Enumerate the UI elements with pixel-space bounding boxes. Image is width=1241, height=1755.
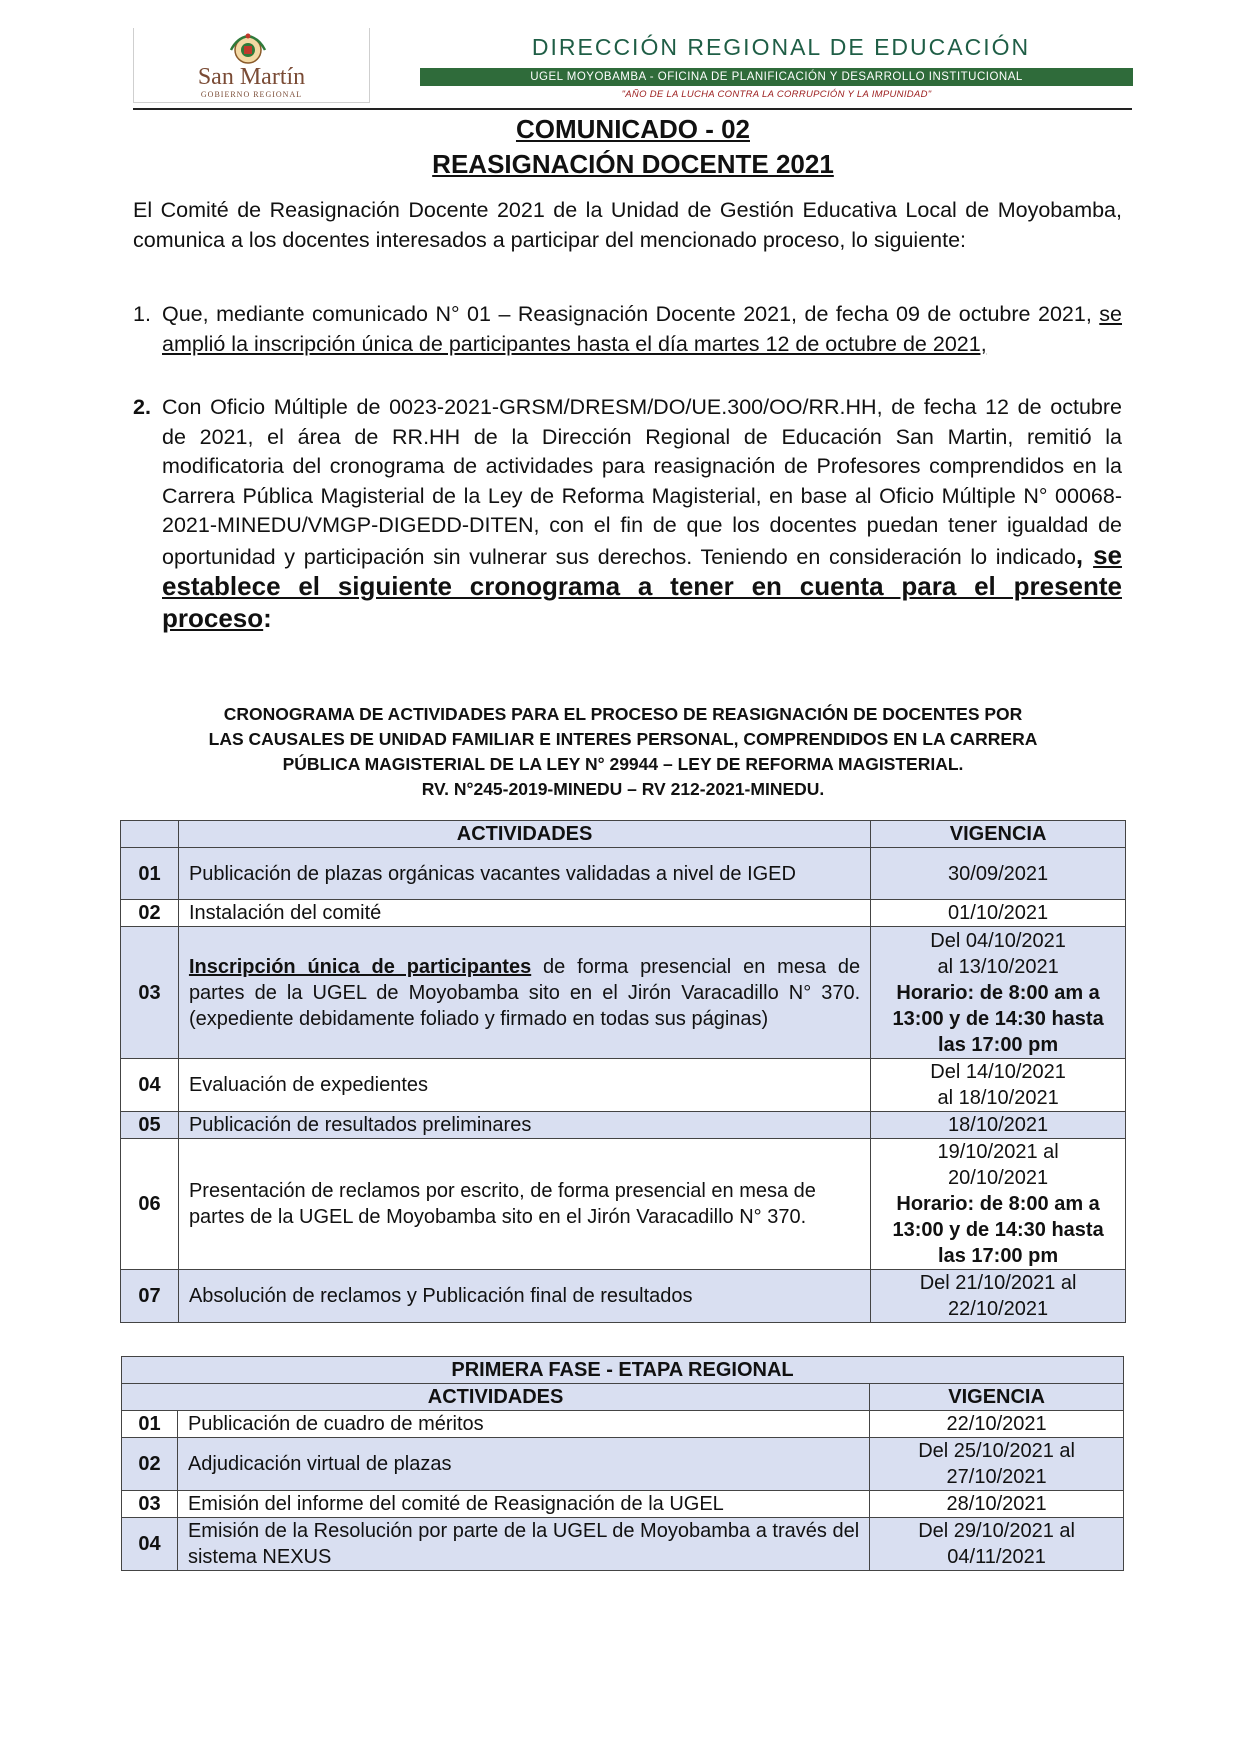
header-validity: VIGENCIA (871, 821, 1126, 848)
point-1-underlined: se amplió la inscripción única de participantes hasta el día martes 12 de octubre de 2021, (162, 302, 1122, 356)
table-title-row (122, 1357, 1124, 1384)
header-validity: VIGENCIA (870, 1384, 1124, 1411)
row-date-end: al 13/10/2021 (937, 955, 1059, 978)
schedule-title-line: CRONOGRAMA DE ACTIVIDADES PARA EL PROCESO DE REASIGNACIÓN DE DOCENTES POR (223, 704, 1023, 724)
point-1 (133, 300, 1122, 359)
row-date: 28/10/2021 (870, 1491, 1124, 1518)
row-date-start: Del 04/10/2021 (930, 929, 1066, 952)
row-date-start: 19/10/2021 al (937, 1141, 1059, 1163)
schedule-title (120, 702, 1126, 802)
row-number: 04 (122, 1518, 178, 1571)
row-date-start: Del 14/10/2021 (930, 1061, 1066, 1083)
row-activity: Emisión de la Resolución por parte de la UGEL de Moyobamba a través del sistema NEXUS (177, 1518, 869, 1571)
row-date-end: al 18/10/2021 (937, 1087, 1059, 1109)
san-martin-logo (133, 28, 370, 103)
row-date: 01/10/2021 (871, 900, 1126, 927)
intro-paragraph: El Comité de Reasignación Docente 2021 de la Unidad de Gestión Educativa Local de Moyobamba, comunica a los docentes interesados a participar del mencionado proceso, lo siguiente: (133, 198, 1122, 252)
row-date-start: Del 21/10/2021 al (919, 1272, 1077, 1294)
table-row (122, 1518, 1124, 1571)
table-header-row (121, 821, 1126, 848)
row-schedule: Horario: de 8:00 am a 13:00 y de 14:30 hasta las 17:00 pm (892, 981, 1104, 1056)
institution-name: DIRECCIÓN REGIONAL DE EDUCACIÓN (531, 34, 1031, 60)
row-schedule: Horario: de 8:00 am a 13:00 y de 14:30 hasta las 17:00 pm (892, 1193, 1104, 1267)
table-row (121, 1270, 1126, 1323)
point-1-text: Que, mediante comunicado N° 01 – Reasignación Docente 2021, de fecha 09 de octubre 2021, (162, 302, 1100, 326)
header-number (121, 821, 179, 848)
table-row (121, 1059, 1126, 1112)
row-date-start: Del 29/10/2021 al (918, 1520, 1075, 1542)
schedule-table (120, 820, 1126, 1323)
schedule-title-line: RV. N°245-2019-MINEDU – RV 212-2021-MINEDU. (421, 779, 825, 799)
header-activities: ACTIVIDADES (178, 821, 870, 848)
table-row (122, 1411, 1124, 1438)
row-date: 30/09/2021 (871, 848, 1126, 900)
row-date (870, 1518, 1124, 1571)
row-number: 03 (122, 1491, 178, 1518)
schedule-title-line: LAS CAUSALES DE UNIDAD FAMILIAR E INTERES PERSONAL, COMPRENDIDOS EN LA CARRERA (208, 729, 1038, 749)
table-row (121, 927, 1126, 1059)
row-date-end: 20/10/2021 (948, 1167, 1049, 1189)
row-activity: Publicación de plazas orgánicas vacantes validadas a nivel de IGED (178, 848, 870, 900)
document-title: COMUNICADO - 02 (515, 114, 750, 144)
year-motto: "AÑO DE LA LUCHA CONTRA LA CORRUPCIÓN Y LA IMPUNIDAD" (621, 89, 932, 100)
row-activity: Publicación de resultados preliminares (178, 1112, 870, 1139)
row-date: 18/10/2021 (871, 1112, 1126, 1139)
letterhead (133, 28, 1133, 108)
row-activity (178, 927, 870, 1059)
point-2-emphasis: se establece el siguiente cronograma a tener en cuenta para el presente proceso (162, 539, 1122, 633)
row-date-end: 27/10/2021 (946, 1466, 1047, 1488)
row-date-start: Del 25/10/2021 al (918, 1440, 1075, 1462)
row-date-end: 22/10/2021 (948, 1298, 1049, 1320)
row-date (871, 1059, 1126, 1112)
row-number: 06 (121, 1139, 179, 1270)
row-date: 22/10/2021 (870, 1411, 1124, 1438)
row-date (871, 927, 1126, 1059)
row-number: 07 (121, 1270, 179, 1323)
table-header-row (122, 1384, 1124, 1411)
row-activity: Evaluación de expedientes (178, 1059, 870, 1112)
row-activity: Publicación de cuadro de méritos (177, 1411, 869, 1438)
row-activity: Emisión del informe del comité de Reasignación de la UGEL (177, 1491, 869, 1518)
row-activity-emphasis: Inscripción única de participantes (188, 955, 532, 978)
header-divider (133, 108, 1132, 110)
row-date (871, 1139, 1126, 1270)
table-row (121, 900, 1126, 927)
table-row (122, 1438, 1124, 1491)
row-activity: Adjudicación virtual de plazas (177, 1438, 869, 1491)
regional-phase-table (121, 1356, 1124, 1571)
row-number: 02 (122, 1438, 178, 1491)
point-2-number: 2. (133, 395, 151, 419)
row-activity-text: de forma presencial en mesa de partes de la UGEL de Moyobamba sito en el Jirón Varacadillo N° 370. (expediente debidamente foliado y firmado en todas sus páginas) (188, 955, 861, 1030)
row-activity: Presentación de reclamos por escrito, de forma presencial en mesa de partes de la UGEL de Moyobamba sito en el Jirón Varacadillo N° 370. (178, 1139, 870, 1270)
row-number: 03 (121, 927, 179, 1059)
point-2-text: Con Oficio Múltiple de 0023-2021-GRSM/DRESM/DO/UE.300/OO/RR.HH, de fecha 12 de octubre de 2021, el área de RR.HH de la Dirección Regional de Educación San Martin, remitió la modificatoria del cronograma de actividades para reasignación de Profesores comprendidos en la Carrera Pública Magisterial de la Ley de Reforma Magisterial, en base al Oficio Múltiple N° 00068-2021-MINEDU/VMGP-DIGEDD-DITEN, con el fin de que los docentes puedan tener igualdad de oportunidad y participación sin vulnerar sus derechos. Teniendo en consideración lo indicado (162, 395, 1122, 569)
logo-subtitle: GOBIERNO REGIONAL (200, 90, 303, 99)
point-2-colon: : (263, 602, 272, 633)
point-2 (133, 393, 1122, 635)
logo-name: San Martín (197, 64, 306, 90)
row-number: 01 (121, 848, 179, 900)
row-date-end: 04/11/2021 (947, 1546, 1046, 1568)
row-activity: Instalación del comité (178, 900, 870, 927)
regional-phase-title: PRIMERA FASE - ETAPA REGIONAL (122, 1357, 1124, 1384)
row-number: 02 (121, 900, 179, 927)
table-row (122, 1491, 1124, 1518)
document-subtitle: REASIGNACIÓN DOCENTE 2021 (432, 149, 834, 179)
row-number: 01 (122, 1411, 178, 1438)
row-number: 04 (121, 1059, 179, 1112)
table-row (121, 1112, 1126, 1139)
table-row (121, 1139, 1126, 1270)
row-date (871, 1270, 1126, 1323)
table-row (121, 848, 1126, 900)
row-number: 05 (121, 1112, 179, 1139)
row-activity: Absolución de reclamos y Publicación final de resultados (178, 1270, 870, 1323)
header-activities: ACTIVIDADES (122, 1384, 870, 1411)
office-band: UGEL MOYOBAMBA - OFICINA DE PLANIFICACIÓN Y DESARROLLO INSTITUCIONAL (420, 68, 1133, 86)
point-2-comma: , (1075, 539, 1094, 570)
row-date (870, 1438, 1124, 1491)
point-1-number: 1. (133, 302, 151, 326)
coat-of-arms-icon (227, 32, 269, 66)
schedule-title-line: PÚBLICA MAGISTERIAL DE LA LEY N° 29944 – LEY DE REFORMA MAGISTERIAL. (282, 754, 964, 774)
